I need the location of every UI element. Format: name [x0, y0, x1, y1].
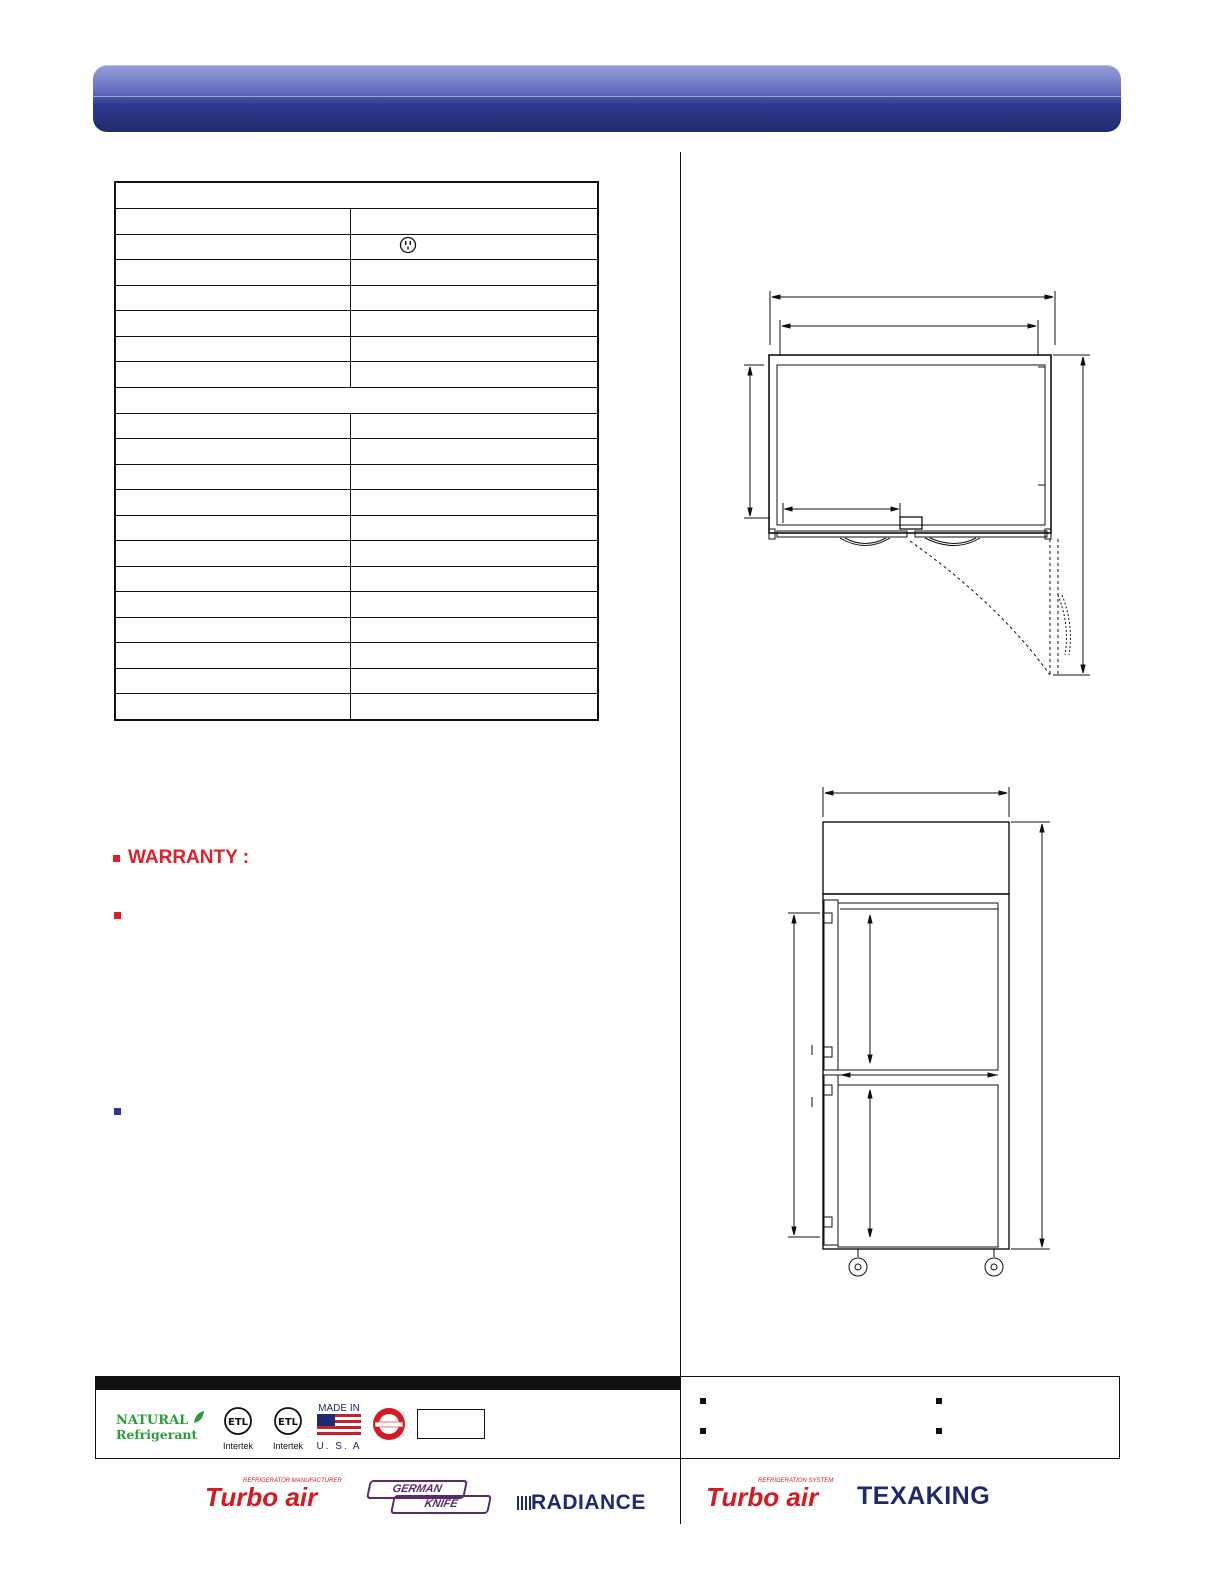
spec-row — [115, 234, 598, 260]
spec-value — [351, 209, 599, 235]
spec-value — [351, 336, 599, 362]
spec-row — [115, 209, 598, 235]
spec-label — [115, 490, 351, 516]
brand-radiance — [517, 1485, 646, 1521]
spec-value — [351, 439, 599, 465]
front-view-drawing — [780, 785, 1060, 1295]
spec-row — [115, 490, 598, 516]
spec-value — [351, 413, 599, 439]
brand-name: Turbo air — [205, 1482, 318, 1512]
etl-cert-1 — [220, 1406, 256, 1451]
footer-bullet — [700, 1398, 706, 1404]
spec-value — [351, 566, 599, 592]
spec-value — [351, 694, 599, 720]
spec-label — [115, 566, 351, 592]
spec-row — [115, 592, 598, 618]
spec-section-row — [115, 387, 598, 413]
spec-value — [351, 643, 599, 669]
warranty-bullet — [113, 855, 120, 862]
intertek-label: Intertek — [272, 1441, 303, 1451]
spec-label — [115, 362, 351, 388]
brand-line2: KNIFE — [390, 1495, 492, 1514]
spec-row — [115, 260, 598, 286]
blank-logo-box — [417, 1409, 485, 1439]
spec-label — [115, 617, 351, 643]
spec-row — [115, 311, 598, 337]
spec-label — [115, 541, 351, 567]
spec-value — [351, 617, 599, 643]
spec-label — [115, 515, 351, 541]
brand-name: Turbo air — [706, 1482, 819, 1512]
spec-label — [115, 413, 351, 439]
spec-header-cell — [115, 182, 598, 209]
etl-icon — [270, 1406, 306, 1436]
spec-label — [115, 439, 351, 465]
spec-row — [115, 336, 598, 362]
spec-row — [115, 439, 598, 465]
usa-text: U. S. A — [316, 1441, 362, 1452]
banner-gloss — [93, 65, 1121, 97]
made-in-usa-logo — [316, 1403, 362, 1452]
leaf-icon — [193, 1410, 205, 1424]
warranty-heading — [113, 847, 249, 869]
spec-section-cell — [115, 387, 598, 413]
spec-value — [351, 592, 599, 618]
spec-label — [115, 336, 351, 362]
spec-value — [351, 515, 599, 541]
spec-label — [115, 285, 351, 311]
spec-label — [115, 668, 351, 694]
warranty-heading-text: WARRANTY : — [128, 847, 250, 868]
refrigerant-text: Refrigerant — [116, 1427, 198, 1442]
brand-tagline: REFRIGERATION SYSTEM — [758, 1478, 834, 1484]
spec-label — [115, 694, 351, 720]
footer-bullet — [936, 1398, 942, 1404]
spec-value — [351, 668, 599, 694]
spec-row — [115, 515, 598, 541]
brand-turbo-air-refrigerator — [205, 1478, 342, 1514]
spec-header-row — [115, 182, 598, 209]
spec-value — [351, 490, 599, 516]
header-banner — [93, 65, 1121, 132]
footer-divider — [680, 1376, 681, 1459]
seal-icon — [371, 1406, 407, 1442]
radiance-bars-icon — [517, 1494, 531, 1512]
made-in-text: MADE IN — [318, 1403, 360, 1414]
spec-row — [115, 413, 598, 439]
brand-texaking — [857, 1482, 990, 1518]
etl-icon — [220, 1406, 256, 1436]
spec-label — [115, 643, 351, 669]
spec-label — [115, 592, 351, 618]
svg-text:ETL: ETL — [227, 1417, 249, 1428]
spec-table — [114, 181, 599, 721]
brand-name: RADIANCE — [531, 1491, 646, 1514]
column-divider — [680, 152, 681, 1524]
spec-row — [115, 362, 598, 388]
footer-bar — [95, 1376, 680, 1390]
seal-logo — [371, 1406, 407, 1447]
spec-value — [351, 541, 599, 567]
footer-bullet — [700, 1428, 706, 1434]
brand-turbo-air-system — [706, 1478, 833, 1514]
spec-value — [351, 260, 599, 286]
spec-label — [115, 464, 351, 490]
etl-cert-2 — [270, 1406, 306, 1451]
brand-tagline: REFRIGERATOR MANUFACTURER — [243, 1478, 342, 1484]
plug-icon — [399, 236, 417, 257]
spec-value — [351, 464, 599, 490]
red-bullet — [114, 912, 121, 919]
spec-row — [115, 668, 598, 694]
blue-bullet — [114, 1108, 121, 1115]
brand-german-knife — [368, 1480, 490, 1512]
intertek-label: Intertek — [222, 1441, 253, 1451]
top-view-drawing — [740, 285, 1100, 685]
spec-row — [115, 285, 598, 311]
spec-label — [115, 311, 351, 337]
spec-value — [351, 362, 599, 388]
spec-value — [351, 285, 599, 311]
spec-row — [115, 566, 598, 592]
spec-value — [351, 234, 599, 260]
spec-row — [115, 464, 598, 490]
spec-label — [115, 234, 351, 260]
spec-label — [115, 209, 351, 235]
footer-bullet — [936, 1428, 942, 1434]
spec-label — [115, 260, 351, 286]
spec-value — [351, 311, 599, 337]
natural-text: NATURAL — [116, 1413, 189, 1428]
brand-name: TEXAKING — [857, 1482, 991, 1510]
brand-line1: GERMAN — [366, 1480, 468, 1499]
spec-row — [115, 617, 598, 643]
spec-row — [115, 541, 598, 567]
spec-row — [115, 643, 598, 669]
svg-text:ETL: ETL — [277, 1417, 299, 1428]
natural-refrigerant-logo — [116, 1410, 205, 1442]
spec-row — [115, 694, 598, 720]
us-flag-icon — [317, 1414, 361, 1436]
